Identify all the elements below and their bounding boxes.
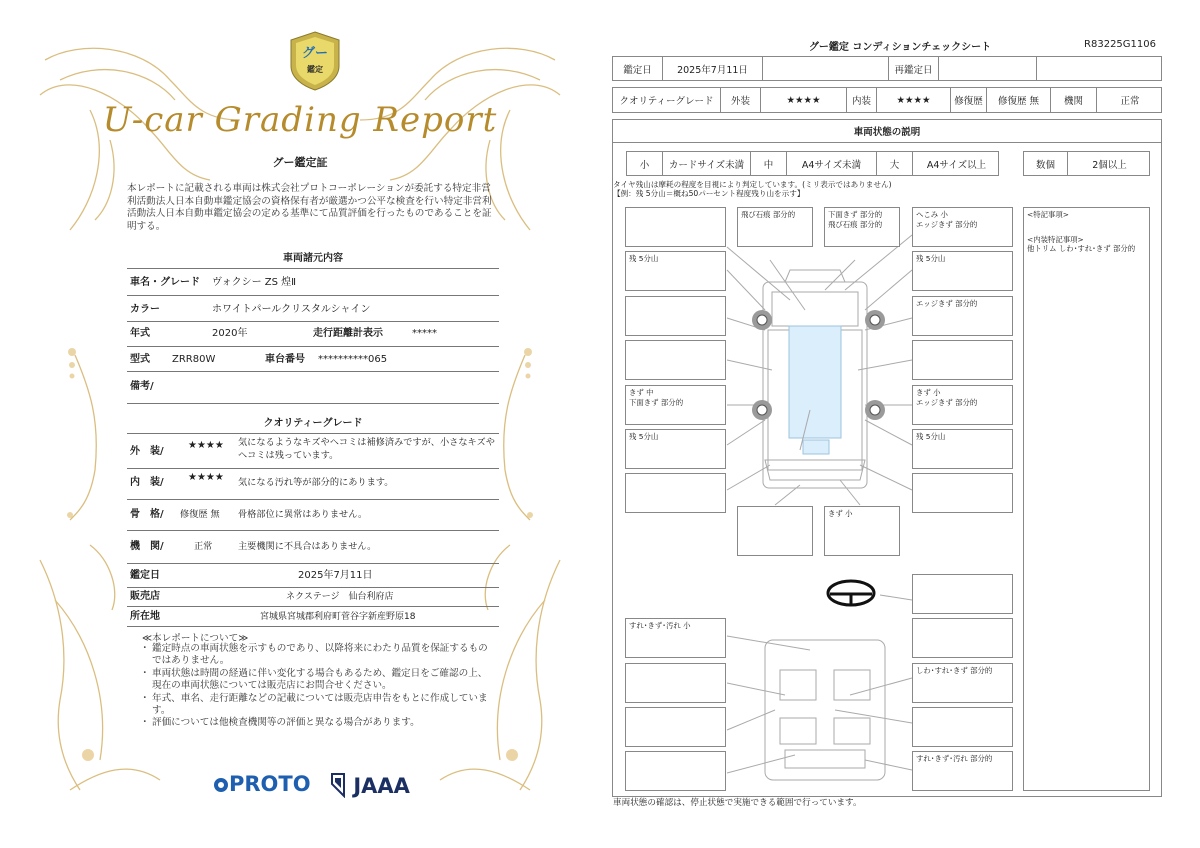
sheet-date-value: 2025年7月11日 <box>663 57 763 80</box>
spec-name-label: 車名・グレード <box>130 277 200 288</box>
steering-wheel-icon <box>828 581 874 605</box>
spec-year-label: 年式 <box>130 328 150 339</box>
special-notes-title: <特記事項> <box>1027 210 1069 219</box>
sheet-id: R83225G1106 <box>1084 39 1156 50</box>
jaaa-logo-icon <box>330 772 346 798</box>
address-label: 所在地 <box>130 611 160 622</box>
sheet-repair-label: 修復歴 <box>951 88 987 112</box>
sheet-interior-stars: ★★★★ <box>877 88 951 112</box>
sheet-date-label: 鑑定日 <box>613 57 663 80</box>
date-row <box>612 56 1162 81</box>
report-title: U-car Grading Report <box>102 100 498 140</box>
interior-notes: 他トリム しわ･すれ･きず 部分的 <box>1027 244 1136 253</box>
damage-box <box>912 473 1013 513</box>
notes-title: ≪本レポートについて≫ <box>142 633 249 644</box>
size-small: 小 <box>627 152 663 175</box>
divider <box>127 563 499 564</box>
note-item: ・ 車両状態は時間の経過に伴い変化する場合もあるため、鑑定日をご確認の上、現在の車両状態については販売店にお問合せください。 <box>142 668 494 693</box>
interior-box-2: しわ･すれ･きず 部分的 <box>912 663 1013 703</box>
damage-box <box>737 506 813 556</box>
jaaa-logo: JAAA <box>330 772 410 798</box>
sheet-reeval-label: 再鑑定日 <box>889 57 939 80</box>
spec-row-remarks <box>130 377 498 397</box>
divider <box>127 433 499 434</box>
sheet-repair-value: 修復歴 無 <box>987 88 1051 112</box>
damage-box-tobiishi: 飛び石痕 部分的 <box>737 207 813 247</box>
special-notes-box <box>1023 207 1150 791</box>
note-item: ・ 評価については他検査機関等の評価と異なる場合があります。 <box>142 717 494 729</box>
count-label: 数個 <box>1024 152 1068 175</box>
sheet-title: グー鑑定 コンディションチェックシート <box>808 42 992 53</box>
seat-third-row <box>785 750 865 768</box>
engine-comment: 主要機関に不具合はありません。 <box>238 541 377 552</box>
damage-box <box>912 340 1013 380</box>
divider <box>127 346 499 347</box>
shop-label: 販売店 <box>130 591 160 602</box>
car-front-bumper <box>785 270 845 282</box>
interior-outline <box>765 640 885 780</box>
quality-row-frame <box>130 505 498 525</box>
damage-box-tire-rr: 残 5分山 <box>912 429 1013 469</box>
size-large: 大 <box>877 152 913 175</box>
divider <box>127 321 499 322</box>
car-hood <box>772 292 858 326</box>
sheet-exterior-label: 外装 <box>721 88 761 112</box>
seat-rl <box>780 718 816 744</box>
quality-grade-row <box>612 87 1162 113</box>
car-roof-glass <box>789 326 841 438</box>
spec-name-value: ヴォクシー ZS 煌Ⅱ <box>212 277 297 288</box>
interior-comment: 気になる汚れ等が部分的にあります。 <box>238 477 394 488</box>
spec-model-label: 型式 <box>130 354 150 365</box>
svg-text:グー: グー <box>301 46 329 61</box>
divider <box>127 530 499 531</box>
damage-box-tire-rl: 残 5分山 <box>625 429 726 469</box>
interior-box <box>625 751 726 791</box>
quality-section-title: クオリティーグレード <box>263 418 363 429</box>
damage-box-kizu-small-1: きず 小 エッジきず 部分的 <box>912 385 1013 425</box>
frame-value: 修復歴 無 <box>180 509 220 520</box>
tire-fl-icon <box>752 310 772 330</box>
seat-rr <box>834 718 870 744</box>
spec-color-value: ホワイトパールクリスタルシャイン <box>212 304 371 315</box>
damage-box-kamen: 下面きず 部分的 飛び石痕 部分的 <box>824 207 900 247</box>
damage-box-kizu-small-2: きず 小 <box>824 506 900 556</box>
size-small-desc: カードサイズ未満 <box>663 152 751 175</box>
frame-comment: 骨格部位に異常はありません。 <box>238 509 368 520</box>
empty-cell <box>1037 57 1163 80</box>
tire-fr-icon <box>865 310 885 330</box>
sheet-reeval-value <box>939 57 1037 80</box>
sheet-engine-value: 正常 <box>1120 96 1140 107</box>
divider <box>127 371 499 372</box>
frame-label: 骨 格/ <box>130 509 164 520</box>
interior-box <box>912 707 1013 747</box>
damage-box-tire-fr: 残 5分山 <box>912 251 1013 291</box>
spec-color-label: カラー <box>130 304 160 315</box>
interior-label: 内 装/ <box>130 477 164 488</box>
interior-box-3: すれ･きず･汚れ 部分的 <box>912 751 1013 791</box>
exterior-stars: ★★★★ <box>188 440 224 451</box>
damage-box-hekomi: へこみ 小 エッジきず 部分的 <box>912 207 1013 247</box>
goo-kantei-badge-icon <box>287 30 343 92</box>
spec-model-value: ZRR80W <box>172 354 216 365</box>
certificate-title: グー鑑定証 <box>272 156 328 169</box>
exterior-comment: 気になるようなキズやヘコミは補修済みですが、小さなキズやヘコミは残っています。 <box>238 437 495 461</box>
info-row-address <box>130 607 498 627</box>
info-row-shop <box>130 587 498 607</box>
size-mid-desc: A4サイズ未満 <box>787 152 877 175</box>
spec-mileage-value: ***** <box>412 328 437 339</box>
count-legend <box>1023 151 1150 176</box>
divider <box>127 468 499 469</box>
damage-box <box>625 207 726 247</box>
note-item: ・ 鑑定時点の車両状態を示すものであり、以降将来にわたり品質を保証するものではありません。 <box>142 643 494 668</box>
damage-box-tire-fl: 残 5分山 <box>625 251 726 291</box>
engine-value: 正常 <box>194 541 213 552</box>
notes-list <box>142 643 494 730</box>
interior-stars: ★★★★ <box>188 472 224 483</box>
damage-box-edge-2: エッジきず 部分的 <box>912 296 1013 336</box>
svg-text:鑑定: 鑑定 <box>307 65 323 74</box>
tire-rl-icon <box>752 400 772 420</box>
spec-row-color <box>130 300 498 320</box>
tire-note-2: 【例：残 5分山＝概ね50パーセント程度残り山を示す】 <box>613 189 805 198</box>
size-legend <box>626 151 999 176</box>
spec-row-name <box>130 273 498 293</box>
interior-box <box>912 574 1013 614</box>
divider <box>127 626 499 627</box>
shop-value: ネクステージ 仙台利府店 <box>286 592 394 602</box>
divider <box>127 268 499 269</box>
logo-bar <box>214 770 414 800</box>
note-item: ・ 年式、車名、走行距離などの記載については販売店申告をもとに作成しています。 <box>142 693 494 718</box>
interior-box <box>912 618 1013 658</box>
size-mid: 中 <box>751 152 787 175</box>
divider <box>127 295 499 296</box>
count-desc: 2個以上 <box>1092 159 1127 171</box>
spec-mileage-label: 走行距離計表示 <box>313 328 383 339</box>
sheet-engine-label: 機関 <box>1051 88 1097 112</box>
engine-label: 機 関/ <box>130 541 164 552</box>
quality-row-exterior <box>130 437 498 468</box>
spec-year-value: 2020年 <box>212 328 248 339</box>
date-label: 鑑定日 <box>130 570 160 581</box>
exterior-label: 外 装/ <box>130 446 164 457</box>
size-large-desc: A4サイズ以上 <box>926 159 987 171</box>
sheet-footer-note: 車両状態の確認は、停止状態で実施できる範囲で行っています。 <box>613 798 862 808</box>
damage-box <box>625 296 726 336</box>
address-value: 宮城県宮城郡利府町菅谷字新産野原18 <box>260 612 416 622</box>
spec-section-title: 車両諸元内容 <box>283 253 343 264</box>
spec-chassis-label: 車台番号 <box>265 354 305 365</box>
interior-notes-title: <内装特記事項> <box>1027 234 1084 244</box>
damage-box <box>625 473 726 513</box>
tire-note-1: タイヤ残山は摩耗の程度を目視により判定しています。(ミリ表示ではありません) <box>613 180 892 189</box>
proto-logo-icon <box>214 778 228 792</box>
seat-fr <box>834 670 870 700</box>
spec-chassis-value: **********065 <box>318 354 388 365</box>
divider <box>127 499 499 500</box>
car-rear-glass <box>803 440 829 454</box>
seat-fl <box>780 670 816 700</box>
interior-box-1: すれ･きず･汚れ 小 <box>625 618 726 658</box>
damage-box <box>625 340 726 380</box>
sheet-interior-label: 内装 <box>847 88 877 112</box>
interior-box <box>625 663 726 703</box>
spec-remarks-label: 備考/ <box>130 381 154 392</box>
interior-box <box>625 707 726 747</box>
info-row-date <box>130 566 498 586</box>
quality-row-engine <box>130 537 498 557</box>
divider <box>127 403 499 404</box>
proto-logo: PROTO <box>214 772 311 796</box>
sheet-quality-label: クオリティーグレード <box>613 88 721 112</box>
empty-cell <box>763 57 889 80</box>
spec-row-year <box>130 324 498 344</box>
tire-rr-icon <box>865 400 885 420</box>
sheet-exterior-stars: ★★★★ <box>761 88 847 112</box>
certificate-statement: 本レポートに記載される車両は株式会社プロトコーポレーションが委託する特定非営利活動法人日本自動車鑑定協会の資格保有者が厳選かつ公平な検査を行い特定非営利活動法人日本自動車鑑定協会の定める基準にて品質評価を行ったものであることを証明する。 <box>127 183 492 232</box>
condition-title-bar <box>612 119 1162 143</box>
quality-row-interior <box>130 473 498 493</box>
date-value: 2025年7月11日 <box>298 570 373 581</box>
damage-box-kizu-mid: きず 中 下面きず 部分的 <box>625 385 726 425</box>
condition-title: 車両状態の説明 <box>853 127 921 138</box>
spec-row-model <box>130 350 498 370</box>
